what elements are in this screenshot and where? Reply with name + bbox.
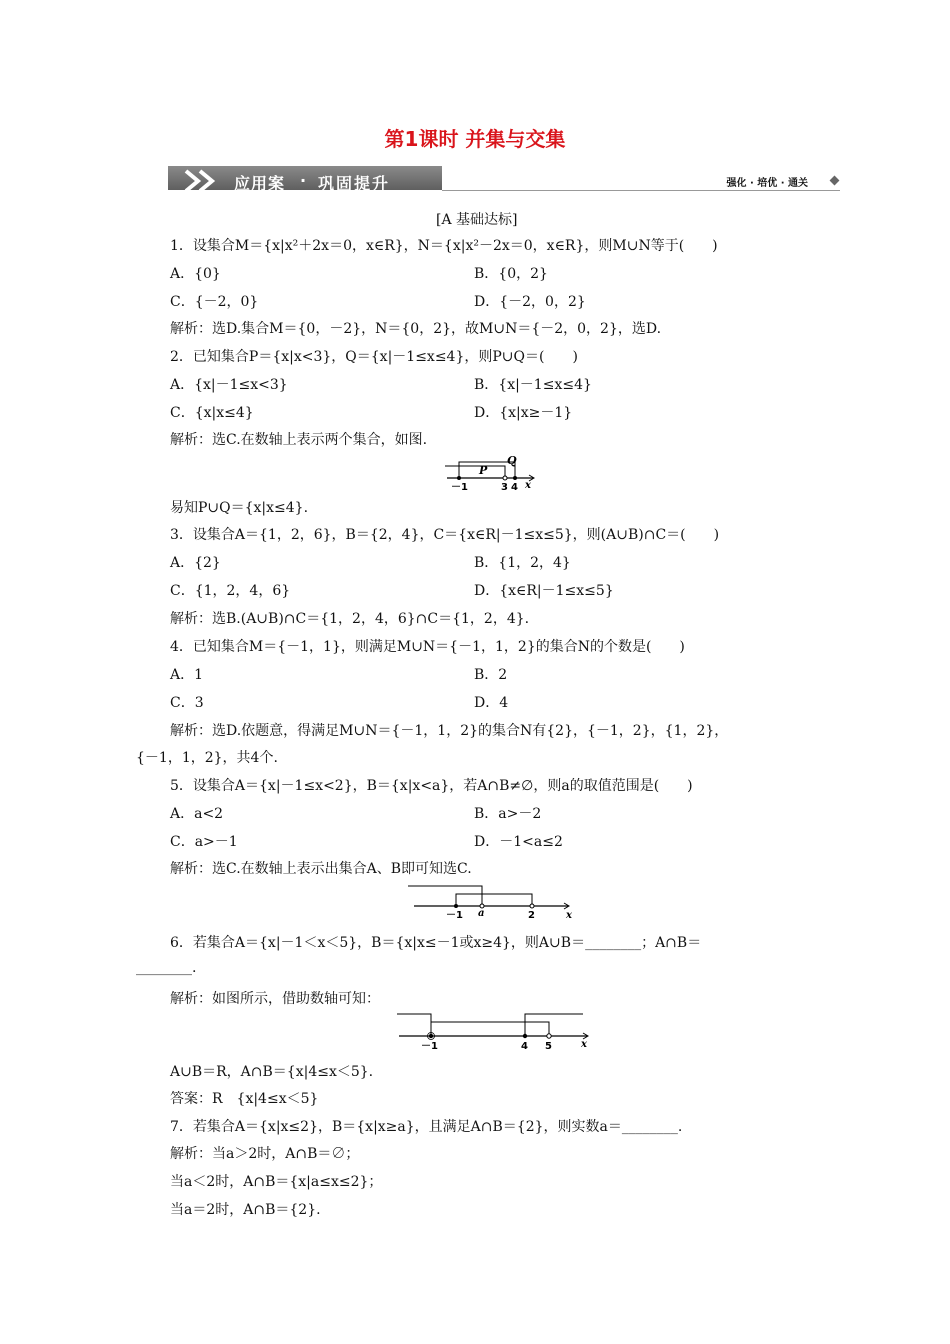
- fig1-tick-label: －1: [451, 482, 468, 492]
- q7-solution-1: 解析：当a＞2时，A∩B＝∅；: [170, 1146, 360, 1162]
- chevron-right-icon: [178, 169, 228, 193]
- banner-left-label: 应用案: [234, 174, 286, 193]
- section-banner: [168, 163, 846, 195]
- banner-right-label: 巩固提升: [318, 174, 391, 193]
- q3-stem: 3．设集合A＝{1，2，6}，B＝{2，4}，C＝{x∈R|－1≤x≤5}，则(A∪B)∩C＝( ): [170, 527, 720, 543]
- q2-option-c: C．{x|x≤4}: [170, 405, 254, 421]
- q6-stem-cont: ________.: [136, 960, 197, 976]
- fig1-tick-label: 3: [501, 482, 508, 492]
- q4-option-a: A．1: [170, 667, 204, 683]
- q1-option-b: B．{0，2}: [474, 266, 548, 282]
- q3-option-c: C．{1，2，4，6}: [170, 583, 291, 599]
- q1-option-d: D．{－2，0，2}: [474, 294, 586, 310]
- fig1-set-q-label: Q: [507, 454, 517, 467]
- q7-solution-2: 当a＜2时，A∩B＝{x|a≤x≤2}；: [170, 1174, 383, 1190]
- fig1-tick-label: 4: [511, 482, 518, 492]
- q2-solution: 解析：选C.在数轴上表示两个集合，如图.: [170, 432, 428, 448]
- q3-option-a: A．{2}: [170, 555, 221, 571]
- fig2-axis-label: x: [566, 910, 572, 921]
- number-line-figure-1: [445, 452, 545, 492]
- fig3-axis-label: x: [581, 1039, 587, 1050]
- q2-option-b: B．{x|－1≤x≤4}: [474, 377, 592, 393]
- q3-option-b: B．{1，2，4}: [474, 555, 571, 571]
- page-title: 第1课时 并集与交集: [384, 127, 566, 151]
- q1-stem: 1．设集合M＝{x|x²＋2x＝0，x∈R}，N＝{x|x²－2x＝0，x∈R}，则M∪N等于( ): [170, 238, 718, 254]
- fig2-tick-label: －1: [446, 910, 463, 921]
- q5-option-d: D．－1<a≤2: [474, 834, 563, 850]
- banner-tag: 强化 · 培优 · 通关: [726, 178, 808, 189]
- banner-bar: [168, 166, 442, 193]
- q1-option-a: A．{0}: [170, 266, 221, 282]
- q2-option-a: A．{x|－1≤x<3}: [170, 377, 288, 393]
- q5-option-a: A．a<2: [170, 806, 224, 822]
- q5-option-b: B．a>－2: [474, 806, 542, 822]
- q2-stem: 2．已知集合P＝{x|x<3}，Q＝{x|－1≤x≤4}，则P∪Q＝( ): [170, 349, 578, 365]
- q3-option-d: D．{x∈R|－1≤x≤5}: [474, 583, 614, 599]
- q6-answer: 答案：R {x|4≤x＜5}: [170, 1091, 319, 1107]
- q4-option-c: C．3: [170, 695, 204, 711]
- q5-solution: 解析：选C.在数轴上表示出集合A、B即可知选C.: [170, 861, 472, 877]
- q6-stem: 6．若集合A＝{x|－1＜x＜5}，B＝{x|x≤－1或x≥4}，则A∪B＝________；A∩B＝: [170, 935, 702, 951]
- q5-stem: 5．设集合A＝{x|－1≤x<2}，B＝{x|x<a}，若A∩B≠∅，则a的取值范围是( ): [170, 778, 693, 794]
- number-line-figure-2: [408, 882, 578, 922]
- q5-option-c: C．a>－1: [170, 834, 238, 850]
- q3-solution: 解析：选B.(A∪B)∩C＝{1，2，4，6}∩C＝{1，2，4}.: [170, 611, 530, 627]
- banner-rule: [442, 190, 840, 191]
- q4-option-b: B．2: [474, 667, 508, 683]
- q2-conclusion: 易知P∪Q＝{x|x≤4}.: [170, 500, 309, 516]
- q4-stem: 4．已知集合M＝{－1，1}，则满足M∪N＝{－1，1，2}的集合N的个数是( ): [170, 639, 685, 655]
- diamond-icon: [830, 176, 840, 186]
- q7-solution-3: 当a＝2时，A∩B＝{2}.: [170, 1202, 321, 1218]
- banner-dot: ·: [300, 171, 308, 190]
- q6-conclusion: A∪B＝R，A∩B＝{x|4≤x＜5}.: [170, 1064, 374, 1080]
- q4-option-d: D．4: [474, 695, 509, 711]
- fig2-tick-label: 2: [528, 910, 535, 921]
- fig3-tick-label: －1: [421, 1041, 438, 1052]
- q1-solution: 解析：选D.集合M＝{0，－2}，N＝{0，2}，故M∪N＝{－2，0，2}，选D.: [170, 321, 662, 337]
- q2-option-d: D．{x|x≥－1}: [474, 405, 573, 421]
- fig1-set-p-label: P: [479, 464, 488, 477]
- q1-option-c: C．{－2，0}: [170, 294, 259, 310]
- number-line-figure-3: [395, 1008, 595, 1053]
- fig3-tick-label: 5: [545, 1041, 552, 1052]
- fig1-axis-label: x: [525, 480, 531, 491]
- q7-stem: 7．若集合A＝{x|x≤2}，B＝{x|x≥a}，且满足A∩B＝{2}，则实数a＝________.: [170, 1119, 683, 1135]
- q4-solution: 解析：选D.依题意，得满足M∪N＝{－1，1，2}的集合N有{2}，{－1，2}，{1，2}，: [170, 723, 729, 739]
- section-heading: [A 基础达标]: [436, 212, 518, 228]
- fig2-tick-label: a: [478, 908, 485, 919]
- fig3-tick-label: 4: [521, 1041, 528, 1052]
- q6-solution: 解析：如图所示，借助数轴可知：: [170, 991, 380, 1007]
- q4-solution-cont: {－1，1，2}，共4个.: [136, 750, 278, 766]
